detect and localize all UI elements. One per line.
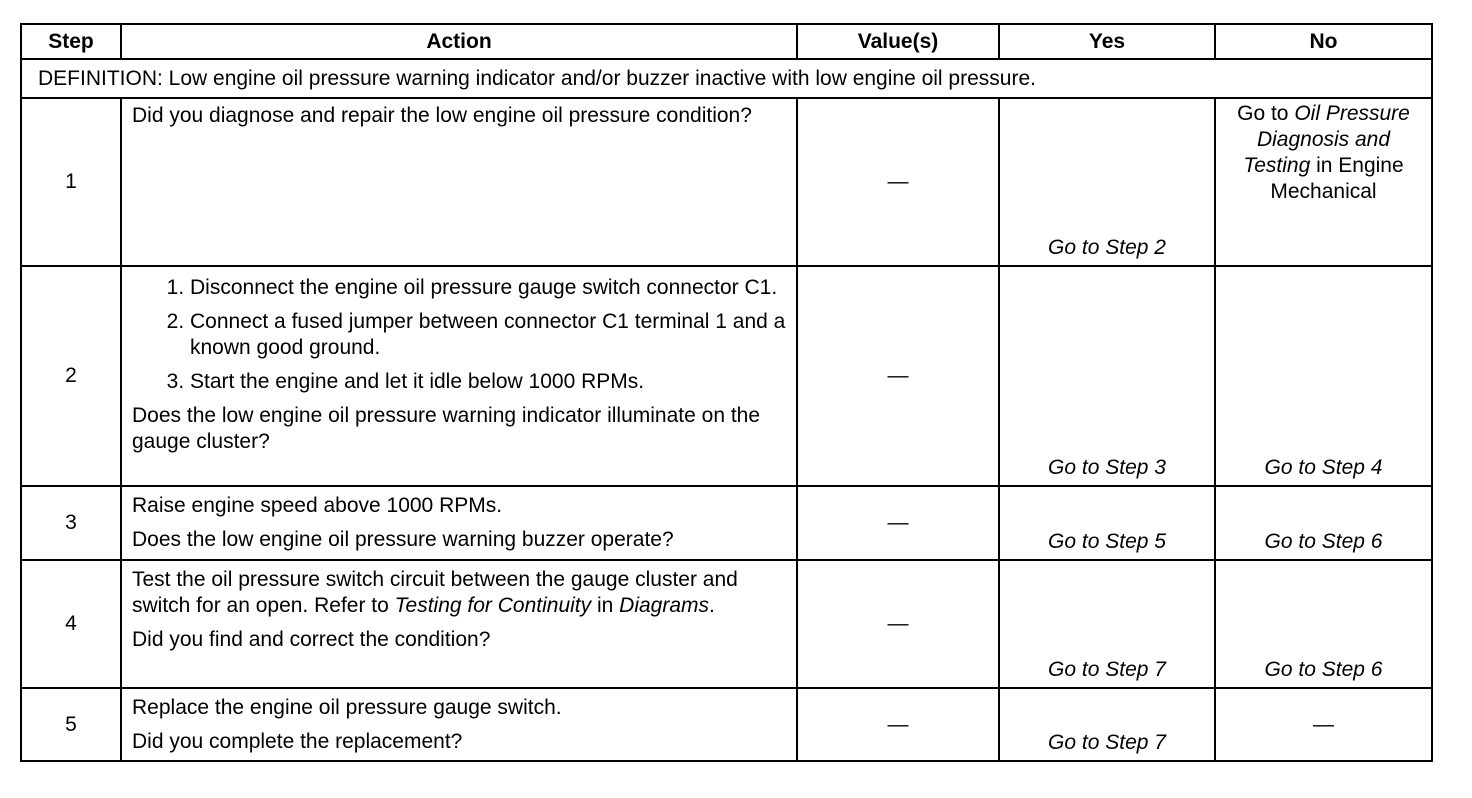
step-number: 3 — [21, 486, 121, 560]
instruction-text: Test the oil pressure switch circuit between the gauge cluster and switch for an open. Refer to — [132, 568, 738, 617]
step-number: 1 — [21, 98, 121, 266]
action-instruction: Replace the engine oil pressure gauge switch. — [132, 696, 562, 719]
action-question: Did you complete the replacement? — [132, 730, 463, 753]
action-cell — [121, 98, 797, 266]
table-row — [21, 688, 1432, 761]
table-row — [21, 266, 1432, 486]
list-item: 1. Disconnect the engine oil pressure gauge switch connector C1. — [190, 275, 786, 301]
action-cell — [121, 266, 797, 486]
table-row — [21, 98, 1432, 266]
step-number: 5 — [21, 688, 121, 761]
no-cell: Go to Step 6 — [1215, 560, 1432, 688]
action-instruction — [132, 567, 786, 619]
action-cell — [121, 486, 797, 560]
header-action: Action — [121, 24, 797, 59]
value-cell: — — [797, 266, 999, 486]
no-cell: Go to Step 6 — [1215, 486, 1432, 560]
header-step: Step — [21, 24, 121, 59]
yes-cell: Go to Step 5 — [999, 486, 1215, 560]
yes-cell: Go to Step 3 — [999, 266, 1215, 486]
no-cell — [1215, 98, 1432, 266]
table-row — [21, 486, 1432, 560]
action-list — [132, 275, 786, 395]
value-cell: — — [797, 688, 999, 761]
no-reference: Oil Pressure Diagnosis and Testing — [1243, 102, 1410, 177]
definition-text: DEFINITION: Low engine oil pressure warning indicator and/or buzzer inactive with low engine oil pressure. — [21, 59, 1432, 98]
header-row — [21, 24, 1432, 59]
no-text: Go to — [1237, 102, 1295, 125]
yes-cell: Go to Step 7 — [999, 560, 1215, 688]
action-instruction: Raise engine speed above 1000 RPMs. — [132, 494, 503, 517]
value-cell: — — [797, 98, 999, 266]
header-no: No — [1215, 24, 1432, 59]
action-question: Did you find and correct the condition? — [132, 628, 491, 651]
diagnostic-table — [20, 23, 1433, 762]
header-yes: Yes — [999, 24, 1215, 59]
value-cell: — — [797, 560, 999, 688]
action-question: Does the low engine oil pressure warning indicator illuminate on the gauge cluster? — [132, 404, 761, 453]
instruction-text-mid: in — [591, 594, 620, 617]
yes-cell: Go to Step 2 — [999, 98, 1215, 266]
action-cell — [121, 688, 797, 761]
no-section: Engine Mechanical — [1270, 154, 1404, 203]
action-cell — [121, 560, 797, 688]
value-cell: — — [797, 486, 999, 560]
no-text-mid: in — [1310, 154, 1339, 177]
yes-cell: Go to Step 7 — [999, 688, 1215, 761]
header-values: Value(s) — [797, 24, 999, 59]
table-row — [21, 560, 1432, 688]
action-question: Does the low engine oil pressure warning buzzer operate? — [132, 528, 674, 551]
instruction-document: Diagrams — [619, 594, 710, 617]
list-item: 2. Connect a fused jumper between connector C1 terminal 1 and a known good ground. — [190, 309, 786, 361]
action-question: Did you diagnose and repair the low engine oil pressure condition? — [132, 104, 752, 127]
list-item: 3. Start the engine and let it idle below 1000 RPMs. — [190, 369, 786, 395]
instruction-reference: Testing for Continuity — [394, 594, 592, 617]
no-cell: Go to Step 4 — [1215, 266, 1432, 486]
instruction-text-end: . — [709, 594, 715, 617]
definition-row — [21, 59, 1432, 98]
step-number: 4 — [21, 560, 121, 688]
no-cell: — — [1215, 688, 1432, 761]
step-number: 2 — [21, 266, 121, 486]
